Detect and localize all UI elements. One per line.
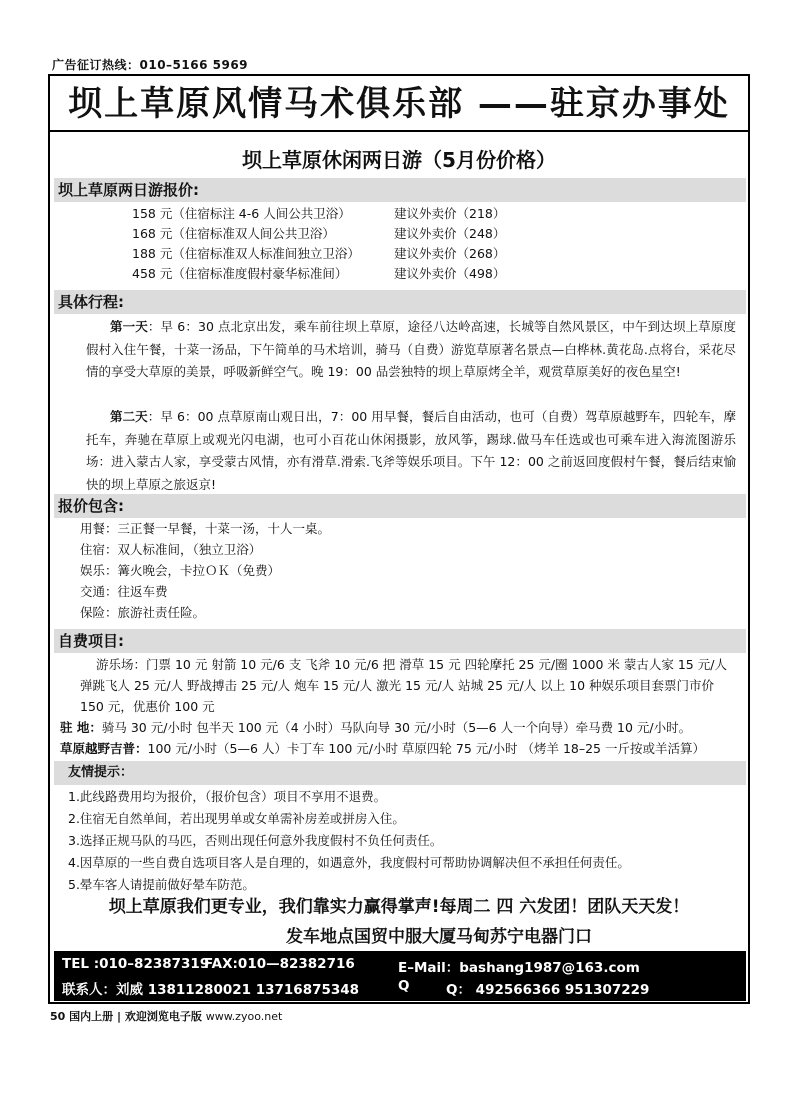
section-header-itinerary: 具体行程: — [54, 290, 746, 314]
contact-band — [54, 951, 746, 1001]
subtitle: 坝上草原休闲两日游（5月份价格） — [242, 148, 556, 172]
contact-email: E–Mail：bashang1987@163.com — [398, 960, 640, 976]
station-label: 驻 地： — [60, 720, 102, 735]
tips-list — [68, 786, 630, 896]
contact-q: Q — [398, 978, 410, 994]
price-suggested: 建议外卖价（498） — [394, 266, 506, 281]
price-main: 458 元（住宿标准度假村豪华标准间） — [132, 266, 348, 281]
tip-item: 3.选择正规马队的马匹，否则出现任何意外我度假村不负任何责任。 — [68, 833, 443, 848]
contact-person: 联系人：刘威 13811280021 13716875348 — [62, 982, 360, 998]
include-item: 用餐：三正餐一早餐，十菜一汤，十人一桌。 — [80, 521, 331, 536]
contact-fax: FAX:010—82382716 — [204, 956, 355, 972]
price-list — [132, 204, 732, 284]
day1-label: 第一天 — [110, 319, 148, 334]
footer-site: www.zyoo.net — [205, 1010, 283, 1023]
footer-separator: | — [116, 1010, 122, 1023]
price-main: 168 元（住宿标准双人间公共卫浴） — [132, 226, 335, 241]
price-row — [132, 264, 732, 284]
day2-label: 第二天 — [110, 409, 148, 424]
advertisement-frame — [48, 74, 750, 1004]
include-item: 保险：旅游社责任险。 — [80, 605, 206, 620]
self-pay-station — [60, 718, 691, 738]
title-divider — [50, 130, 748, 132]
day1-text: ：早 6：30 点北京出发，乘车前往坝上草原，途径八达岭高速，长城等自然风景区，中午到达坝上草原度假村入住午餐，十菜一汤品，下午简单的马术培训，骑马（自费）游览草原著名景点—白桦林.黄花岛.点将台，采花尽情的享受大草原的美景，呼吸新鲜空气。晚 19：00 品尝独特的坝上草原烤全羊，观赏草原美好的夜色星空! — [86, 319, 736, 379]
jeep-label: 草原越野吉普： — [60, 741, 148, 756]
price-main: 158 元（住宿标注 4-6 人间公共卫浴） — [132, 206, 351, 221]
page-footer — [50, 1008, 282, 1024]
includes-list — [80, 518, 330, 623]
section-header-quote: 坝上草原两日游报价: — [54, 178, 746, 202]
jeep-text: 100 元/小时（5—6 人）卡丁车 100 元/小时 草原四轮 75 元/小时 （烤羊 18–25 一斤按或羊活算） — [147, 741, 705, 756]
tip-item: 5.晕车客人请提前做好晕车防范。 — [68, 877, 255, 892]
section-header-includes: 报价包含: — [54, 494, 746, 518]
include-item: 娱乐：篝火晚会，卡拉ＯＫ（免费） — [80, 563, 281, 578]
price-row — [132, 244, 732, 264]
price-main: 188 元（住宿标准双人标准间独立卫浴） — [132, 246, 360, 261]
section-header-self-pay: 自费项目: — [54, 629, 746, 653]
main-title: 坝上草原风情马术俱乐部 ——驻京办事处 — [68, 84, 730, 124]
slogan: 坝上草原我们更专业，我们靠实力赢得掌声!每周二 四 六发团！团队天天发！ — [108, 897, 690, 917]
self-pay-jeep — [60, 739, 705, 759]
departure-location: 发车地点国贸中服大厦马甸苏宁电器门口 — [286, 927, 592, 947]
itinerary-day2 — [86, 406, 736, 496]
price-suggested: 建议外卖价（268） — [394, 246, 506, 261]
ad-hotline: 广告征订热线：010–5166 5969 — [52, 58, 249, 72]
include-item: 住宿：双人标准间，（独立卫浴） — [80, 542, 262, 557]
tip-item: 4.因草原的一些自费自选项目客人是自理的，如遇意外，我度假村可帮助协调解决但不承担任何责任。 — [68, 855, 630, 870]
contact-tel: TEL :010–82387319 — [62, 956, 210, 972]
tip-item: 1.此线路费用均为报价，（报价包含）项目不享用不退费。 — [68, 789, 387, 804]
self-pay-playground: 游乐场：门票 10 元 射箭 10 元/6 支 飞斧 10 元/6 把 滑草 15 元 四轮摩托 25 元/圈 1000 米 蒙古人家 15 元/人 弹跳飞人 25 元/人 野战搏击 25 元/人 炮车 15 元/人 激光 15 元/人 站城 25 元/人 以上 10 种娱乐项目套票门市价 150 元，优惠价 100 元 — [80, 657, 727, 714]
price-suggested: 建议外卖价（248） — [394, 226, 506, 241]
tips-header: 友情提示： — [54, 761, 746, 785]
itinerary-day1 — [86, 316, 736, 384]
price-suggested: 建议外卖价（218） — [394, 206, 506, 221]
station-text: 骑马 30 元/小时 包半天 100 元（4 小时）马队向导 30 元/小时（5—6 人一个向导）牵马费 10 元/小时。 — [101, 720, 692, 735]
footer-page: 50 国内上册 — [50, 1010, 114, 1023]
footer-note: 欢迎浏览电子版 — [124, 1010, 202, 1023]
price-row — [132, 224, 732, 244]
price-row — [132, 204, 732, 224]
include-item: 交通：往返车费 — [80, 584, 168, 599]
tip-item: 2.住宿无自然单间，若出现男单或女单需补房差或拼房入住。 — [68, 811, 405, 826]
contact-qq: Q： 492566366 951307229 — [446, 982, 650, 998]
day2-text: ：早 6：00 点草原南山观日出，7：00 用早餐，餐后自由活动，也可（自费）驾草原越野车，四轮车，摩托车，奔驰在草原上或观光闪电湖，也可小百花山休闲摄影，放风筝，踢球.做马车任选或也可乘车进入海流图游乐场：进入蒙古人家，享受蒙古风情，亦有滑草.滑索.飞斧等娱乐项目。下午 12：00 之前返回度假村午餐，餐后结束愉快的坝上草原之旅返京! — [86, 409, 736, 492]
